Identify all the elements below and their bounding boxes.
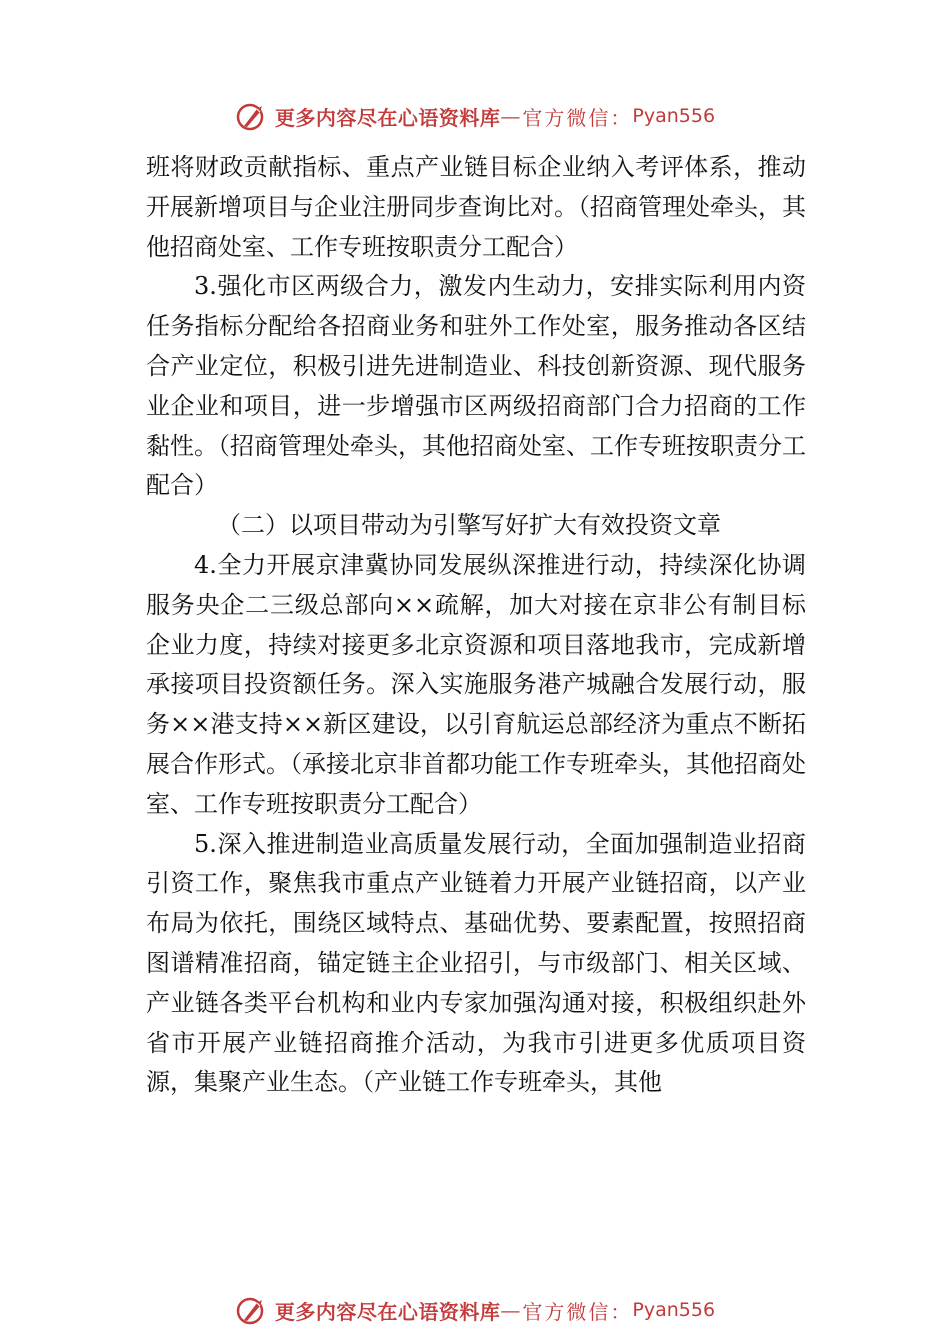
section-heading-2: （二）以项目带动为引擎写好扩大有效投资文章 [217, 511, 721, 540]
pen-nib-circle-icon [235, 1293, 269, 1327]
paragraph-continued: 班将财政贡献指标、重点产业链目标企业纳入考评体系，推动开展新增项目与企业注册同步查询比对。（招商管理处牵头，其他招商处室、工作专班按职责分工配合） [146, 153, 806, 261]
watermark-header [0, 96, 950, 136]
document-body [146, 148, 806, 1103]
paragraph-item-3: 3.强化市区两级合力，激发内生动力，安排实际利用内资任务指标分配给各招商业务和驻外工作处室，服务推动各区结合产业定位，积极引进先进制造业、科技创新资源、现代服务业企业和项目，进一步增强市区两级招商部门合力招商的工作黏性。（招商管理处牵头，其他招商处室、工作专班按职责分工配合） [146, 272, 806, 500]
watermark-label: 官方微信： [522, 105, 633, 130]
watermark-label: 官方微信： [522, 1299, 633, 1324]
watermark-wechat-id: Pyan556 [632, 105, 716, 127]
watermark-dash: — [500, 104, 523, 128]
watermark-brand: 更多内容尽在心语资料库 [274, 105, 501, 130]
paragraph-item-4: 4.全力开展京津冀协同发展纵深推进行动，持续深化协调服务央企二三级总部向××疏解，加大对接在京非公有制目标企业力度，持续对接更多北京资源和项目落地我市，完成新增承接项目投资额任务。深入实施服务港产城融合发展行动，服务××港支持××新区建设，以引育航运总部经济为重点不断拓展合作形式。（承接北京非首都功能工作专班牵头，其他招商处室、工作专班按职责分工配合） [146, 550, 806, 818]
paragraph-item-5: 5.深入推进制造业高质量发展行动，全面加强制造业招商引资工作，聚焦我市重点产业链着力开展产业链招商，以产业布局为依托，围绕区域特点、基础优势、要素配置，按照招商图谱精准招商，锚定链主企业招引，与市级部门、相关区域、产业链各类平台机构和业内专家加强沟通对接，积极组织赴外省市开展产业链招商推介活动，为我市引进更多优质项目资源，集聚产业生态。（产业链工作专班牵头，其他 [146, 829, 806, 1097]
pen-nib-circle-icon [235, 99, 269, 133]
watermark-wechat-id: Pyan556 [632, 1299, 716, 1321]
watermark-brand: 更多内容尽在心语资料库 [274, 1299, 501, 1324]
watermark-footer [0, 1290, 950, 1330]
watermark-dash: — [500, 1298, 523, 1322]
